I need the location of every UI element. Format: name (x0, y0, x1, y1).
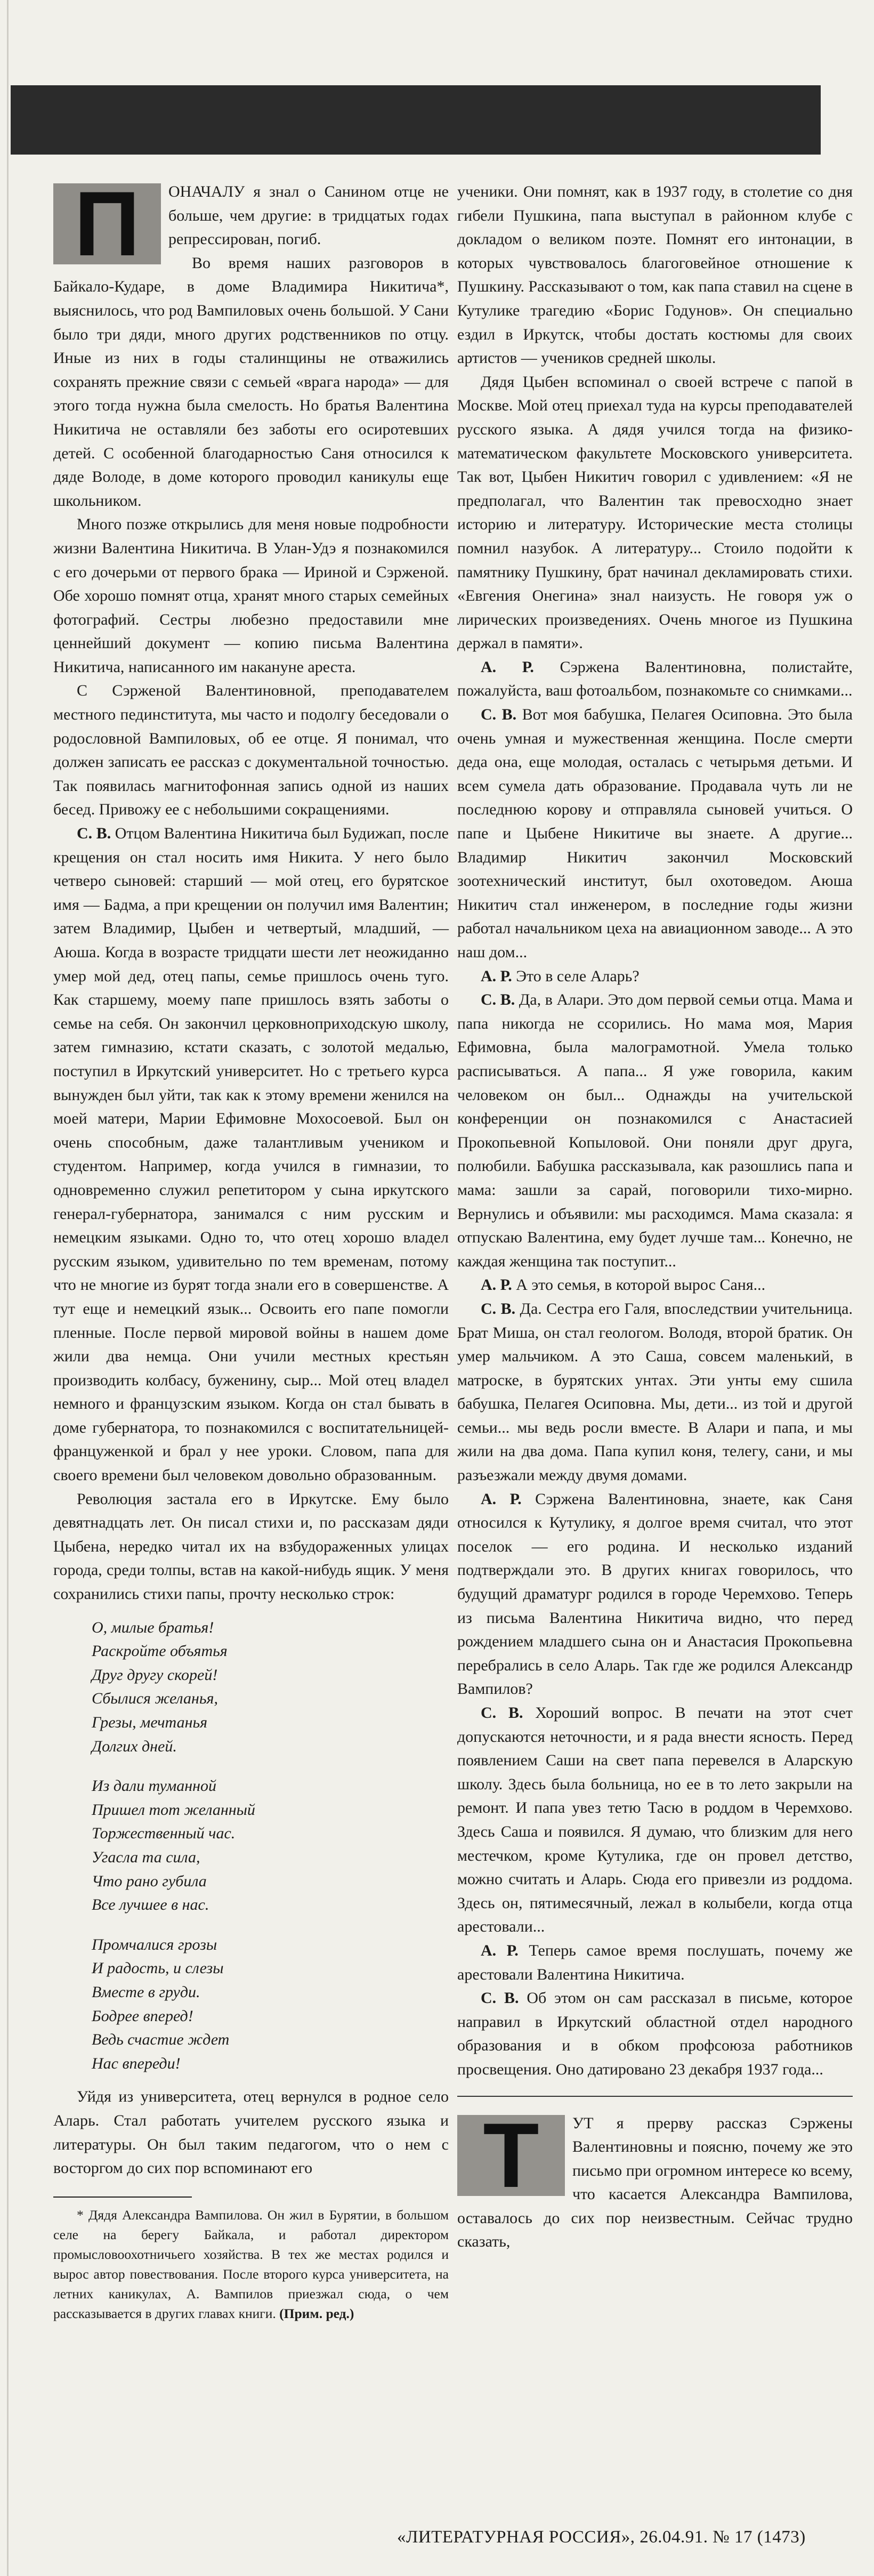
paragraph: Во время наших разговоров в Байкало-Кударе, в доме Владимира Никитича*, выяснилось, что род Вампиловых очень большой. У Сани было три дяди, много других родственников по отцу. Иные из них в годы сталинщины не отважились сохранять прежние связи с семьей «врага народа» — для этого тогда нужна была смелость. Но братья Валентина Никитича не оставляли без заботы его осиротевших детей. С особенной благодарностью Саня относился к дяде Володе, в доме которого проводил каникулы еще школьником. (53, 254, 449, 510)
dialogue-paragraph: С. В. Об этом он сам рассказал в письме, которое направил в Иркутский областной отдел народного образования и в обком профсоюза работников просвещения. Оно датировано 23 декабря 1937 года... (457, 1989, 853, 2078)
poem (92, 1616, 449, 2076)
speaker: С. В. (481, 706, 517, 724)
verse-line: Раскройте объятья (92, 1642, 228, 1660)
dialogue-paragraph: А. Р. Это в селе Аларь? (481, 967, 640, 985)
speaker: С. В. (481, 1989, 519, 2007)
speaker: С. В. (481, 991, 515, 1009)
dialogue-paragraph: С. В. Да, в Алари. Это дом первой семьи отца. Мама и папа никогда не ссорились. Но мама моя, Мария Ефимовна, была малограмотной. Умела только расписываться. А папа... Я уже говорила, каким человеком он был... Однажды на учительской конференции он познакомился с Анастасией Прокопьевной Копыловой. Они поняли друг друга, полюбили. Бабушка рассказывала, как разошлись папа и мама: зашли за сарай, поговорили тихо-мирно. Вернулись и объявили: мы расходимся. Мама сказала: я отпускаю Валентина, ему будет лучше там... Конечно, не каждая женщина так поступит... (457, 991, 853, 1270)
right-column (457, 180, 853, 2254)
issue-date: 26.04.91. (640, 2527, 708, 2547)
opening-paragraph: П ОНАЧАЛУ я знал о Санином отце не больше, чем другие: в тридцатых годах репрессирован, погиб. (53, 180, 449, 252)
verse-line: Нас впереди! (92, 2054, 181, 2072)
speaker: А. Р. (481, 1941, 519, 1959)
speaker: С. В. (481, 1704, 523, 1722)
closing-paragraph: Т УТ я прерву рассказ Сэржены Валентиновны и поясню, почему же это письмо при огромном интересе ко всему, что касается Александра Вампилова, оставалось до сих пор неизвестным. Сейчас трудно сказать, (457, 2104, 853, 2251)
issue-number: № 17 (713, 2527, 752, 2547)
dialogue-paragraph: А. Р. Сэржена Валентиновна, полистайте, пожалуйста, ваш фотоальбом, познакомьте со снимками... (457, 658, 853, 700)
poem-stanza (92, 1774, 449, 1917)
verse-line: Угасла та сила, (92, 1848, 200, 1866)
dialogue-paragraph: А. Р. А это семья, в которой вырос Саня... (481, 1276, 766, 1294)
section-divider (457, 2096, 853, 2097)
verse-line: Ведь счастие ждет (92, 2031, 230, 2049)
dropcap-p: П (53, 183, 161, 264)
paragraph: ученики. Они помнят, как в 1937 году, в столетие со дня гибели Пушкина, папа выступал в районном клубе с докладом о великом поэте. Помнят его интонации, в которых чувствовалось благоговейное отношение к Пушкину. Рассказывают о том, как папа ставил на сцене в Кутулике трагедию «Борис Годунов». Он специально ездил в Иркутск, чтобы достать костюмы для своих артистов — учеников средней школы. (457, 183, 853, 367)
paragraph: С Сэрженой Валентиновной, преподавателем местного пединститута, мы часто и подолгу беседовали о родословной Вампиловых, об ее отце. Я понимал, что должен записать ее рассказ с документальной точностью. Так появилась магнитофонная запись одной из наших бесед. Привожу ее с небольшими сокращениями. (53, 682, 449, 819)
speaker: С. В. (481, 1299, 516, 1318)
verse-line: О, милые братья! (92, 1618, 214, 1636)
left-column (53, 173, 449, 2323)
dialogue-paragraph: С. В. Хороший вопрос. В печати на этот счет допускаются неточности, и я рада внести ясность. Перед появлением Саши на свет папа перевелся в Аларскую школу. Здесь была больница, но ее в то лето закрыли на ремонт. И папа увез тетю Тасю в роддом в Черемхово. Здесь Саша и появился. Я думаю, что близким для него местечком, кроме Кутулика, где он провел детство, можно считать и Аларь. Сюда его привезли из роддома. Здесь он, пятимесячный, лежал в колыбели, когда отца арестовали... (457, 1704, 853, 1936)
footnote: * Дядя Александра Вампилова. Он жил в Бурятии, в большом селе на берегу Байкала, и работал директором промысловоохотничьего хозяйства. В тех же местах родился и вырос автор повествования. После второго курса университета, на летних каникулах, А. Вампилов приезжал сюда, о чем рассказывается в других главах книги. (Прим. ред.) (53, 2207, 449, 2321)
paragraph: Дядя Цыбен вспоминал о своей встрече с папой в Москве. Мой отец приехал туда на курсы преподавателей русского языка. А дядя учился тогда на физико-математическом факультете Московского университета. Так вот, Цыбен Никитич говорил с удивлением: «Я не предполагал, что Валентин так превосходно знает историю и литературу. Исторические места столицы помнил назубок. А литературу... Стоило подойти к памятнику Пушкину, брат начинал декламировать стихи. «Евгения Онегина» знал наизусть. Не говоря уж о лирических произведениях. Очень многое из Пушкина держал в памяти». (457, 373, 853, 652)
page-footer: «ЛИТЕРАТУРНАЯ РОССИЯ», 26.04.91. № 17 (1473) (397, 2527, 806, 2547)
total-issue-number: (1473) (757, 2527, 806, 2547)
verse-line: Бодрее вперед! (92, 2007, 193, 2025)
verse-line: Все лучшее в нас. (92, 1896, 209, 1914)
paragraph: Уйдя из университета, отец вернулся в родное село Аларь. Стал работать учителем русского языка и литературы. Он был таким педагогом, что о нем с восторгом до сих пор вспоминают его (53, 2088, 449, 2177)
verse-line: Из дали туманной (92, 1777, 217, 1795)
dialogue-paragraph: А. Р. Сэржена Валентиновна, знаете, как Саня относился к Кутулику, я долгое время считал, что этот поселок — его родина. И несколько изданий подтверждали это. В других книгах говорилось, что будущий драматург родился в городе Черемхово. Теперь из письма Валентина Никитича видно, что перед рождением младшего сына он и Анастасия Прокопьевна перебрались в село Аларь. Так где же родился Александр Вампилов? (457, 1490, 853, 1698)
verse-line: И радость, и слезы (92, 1959, 224, 1977)
verse-line: Грезы, мечтанья (92, 1714, 208, 1731)
header-bar (11, 85, 821, 155)
speaker: А. Р. (481, 967, 512, 985)
speaker: А. Р. (481, 1490, 522, 1508)
speaker: А. Р. (481, 1276, 512, 1294)
paragraph: Революция застала его в Иркутске. Ему было девятнадцать лет. Он писал стихи и, по рассказам дяди Цыбена, нередко читал их на взбудораженных улицах города, среди толпы, встав на какой-нибудь ящик. У меня сохранились стихи папы, прочту несколько строк: (53, 1490, 449, 1603)
dropcap-t: Т (457, 2115, 565, 2196)
publication-name: «ЛИТЕРАТУРНАЯ РОССИЯ» (397, 2527, 630, 2547)
speaker: А. Р. (481, 658, 534, 676)
verse-line: Пришел тот желанный (92, 1800, 255, 1819)
speaker: С. В. (77, 825, 111, 843)
dialogue-paragraph: С. В. Вот моя бабушка, Пелагея Осиповна. Это была очень умная и мужественная женщина. После смерти деда она, еще молодая, осталась с четырьмя детьми. И всем сумела дать образование. Продавала чуть ли не последнюю корову и отправляла сыновей учиться. О папе и Цыбене Никитиче вы знаете. А другие... Владимир Никитич закончил Московский зоотехнический институт, был охотоведом. Аюша Никитич стал инженером, в последние годы жизни работал начальником цеха на авиационном заводе... А это наш дом... (457, 706, 853, 961)
verse-line: Долгих дней. (92, 1737, 177, 1755)
dialogue-paragraph: А. Р. Теперь самое время послушать, почему же арестовали Валентина Никитича. (457, 1941, 853, 1983)
dialogue-paragraph: С. В. Да. Сестра его Галя, впоследствии учительница. Брат Миша, он стал геологом. Володя, второй братик. Он умер мальчиком. А это Саша, совсем маленький, в матроске, в бурятских унтах. Эти унты ему сшила бабушка, Пелагея Осиповна. Мы, дети... из той и другой семьи... мы ведь росли вместе. В Алари и папа, и мы жили на два дома. Папа купил коня, телегу, сани, и мы разъезжали между двумя домами. (457, 1299, 853, 1484)
poem-stanza (92, 1616, 449, 1759)
verse-line: Промчалися грозы (92, 1935, 217, 1953)
verse-line: Что рано губила (92, 1872, 207, 1890)
paragraph: Много позже открылись для меня новые подробности жизни Валентина Никитича. В Улан-Удэ я познакомился с его дочерьми от первого брака — Ириной и Сэрженой. Обе хорошо помнят отца, хранят много старых семейных фотографий. Сестры любезно предоставили мне ценнейший документ — копию письма Валентина Никитича, написанного им накануне ареста. (53, 515, 449, 676)
poem-stanza (92, 1933, 449, 2076)
verse-line: Торжественный час. (92, 1824, 236, 1843)
verse-line: Сбылися желанья, (92, 1690, 218, 1708)
verse-line: Друг другу скорей! (92, 1666, 218, 1684)
footnote-rule (53, 2197, 192, 2198)
dialogue-paragraph: С. В. Отцом Валентина Никитича был Будижап, после крещения он стал носить имя Никита. У него было четверо сыновей: старший — мой отец, его бурятское имя — Бадма, а при крещении он получил имя Валентин; затем Владимир, Цыбен и четвертый, младший, — Аюша. Когда в возрасте тридцати шести лет неожиданно умер мой дед, отец папы, семье пришлось очень туго. Как старшему, моему папе пришлось взять заботы о семье на себя. Он закончил церковноприходскую школу, затем гимназию, кстати сказать, с золотой медалью, поступил в Иркутский университет. Но с третьего курса вынужден был уйти, так как к этому времени женился на моей матери, Марии Ефимовне Мохосоевой. Был он очень способным, даже талантливым учеником и студентом. Например, когда учился в гимназии, то одновременно служил репетитором у сына иркутского генерал-губернатора, занимался с ним русским и немецким языками. Одно то, что отец хорошо владел русским языком, удивительно по тем временам, потому что не многие из бурят тогда знали его в совершенстве. А тут еще и немецкий язык... Освоить его папе помогли пленные. После первой мировой войны в нашем доме жили два немца. Они учили местных крестьян производить колбасу, буженину, сыр... Мой отец владел немного и французским языком. Когда он стал бывать в доме губернатора, то познакомился с воспитательницей-француженкой и брал у нее уроки. Словом, папа для своего времени был человеком довольно образованным. (53, 825, 449, 1484)
editor-note: (Прим. ред.) (279, 2305, 354, 2321)
margin-rule (7, 0, 9, 2576)
verse-line: Вместе в груди. (92, 1983, 200, 2001)
